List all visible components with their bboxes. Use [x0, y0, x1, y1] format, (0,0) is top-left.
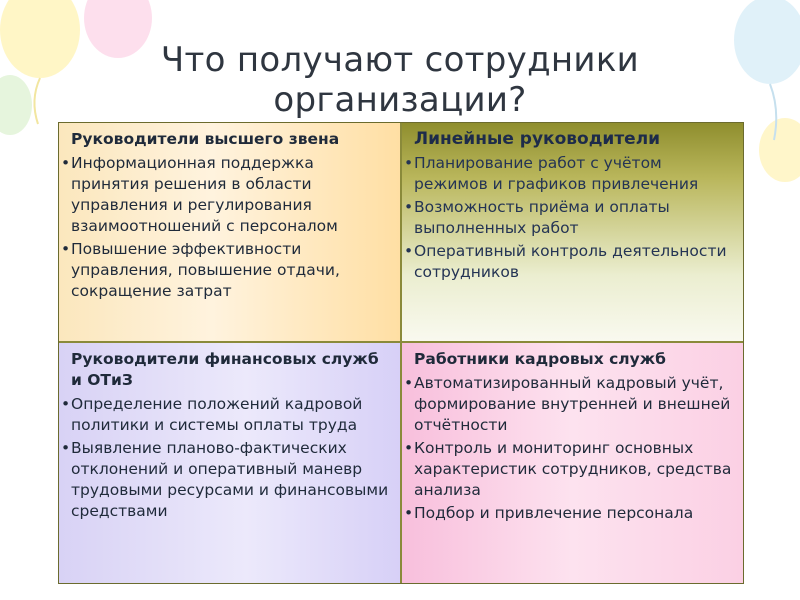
quadrant-heading: Руководители финансовых служб и ОТиЗ	[71, 350, 379, 389]
list-item	[61, 438, 394, 522]
bullet-icon: •	[404, 374, 414, 392]
list-item-text: Автоматизированный кадровый учёт, формирование внутренней и внешней отчётности	[414, 374, 731, 434]
list-item	[404, 241, 737, 283]
quadrant-table	[58, 122, 744, 584]
bullet-icon: •	[404, 154, 414, 172]
green-balloon	[0, 75, 32, 135]
quadrant-hr-staff	[402, 343, 743, 583]
bullet-icon: •	[404, 198, 414, 216]
list-item-text: Определение положений кадровой политики и системы оплаты труда	[71, 395, 363, 434]
bullet-icon: •	[404, 439, 414, 457]
list-item-text: Информационная поддержка принятия решения в области управления и регулирования взаимоотношений с персоналом	[71, 154, 338, 235]
list-item	[404, 438, 737, 501]
list-item	[404, 503, 737, 524]
balloon-string	[34, 78, 40, 124]
bullet-icon: •	[404, 504, 414, 522]
list-item	[61, 394, 394, 436]
list-item	[61, 153, 394, 237]
list-item	[404, 153, 737, 195]
blue-balloon	[734, 0, 800, 84]
yellow-balloon	[0, 0, 80, 78]
list-item	[404, 373, 737, 436]
bullet-icon: •	[61, 154, 71, 172]
quadrant-line-managers	[402, 123, 743, 341]
title-line-1: Что получают сотрудники	[160, 40, 640, 80]
list-item-text: Повышение эффективности управления, повышение отдачи, сокращение затрат	[71, 240, 340, 300]
list-item-text: Выявление планово-фактических отклонений и оперативный маневр трудовыми ресурсами и финансовыми средствами	[71, 439, 389, 520]
title-line-2: организации?	[273, 80, 527, 120]
list-item	[61, 239, 394, 302]
quadrant-heading: Работники кадровых служб	[414, 350, 666, 368]
list-item-text: Оперативный контроль деятельности сотрудников	[414, 242, 727, 281]
list-item	[404, 197, 737, 239]
bullet-icon: •	[61, 240, 71, 258]
list-item-text: Подбор и привлечение персонала	[414, 504, 694, 522]
list-item-text: Контроль и мониторинг основных характеристик сотрудников, средства анализа	[414, 439, 732, 499]
quadrant-heading: Линейные руководители	[414, 129, 661, 149]
quadrant-top-managers	[59, 123, 400, 341]
bullet-icon: •	[404, 242, 414, 260]
yellow-balloon-right	[759, 118, 800, 182]
list-item-text: Возможность приёма и оплаты выполненных работ	[414, 198, 670, 237]
quadrant-finance-managers	[59, 343, 400, 583]
quadrant-heading: Руководители высшего звена	[71, 130, 340, 148]
bullet-icon: •	[61, 439, 71, 457]
bullet-icon: •	[61, 395, 71, 413]
slide-title	[100, 40, 700, 120]
list-item-text: Планирование работ с учётом режимов и графиков привлечения	[414, 154, 699, 193]
